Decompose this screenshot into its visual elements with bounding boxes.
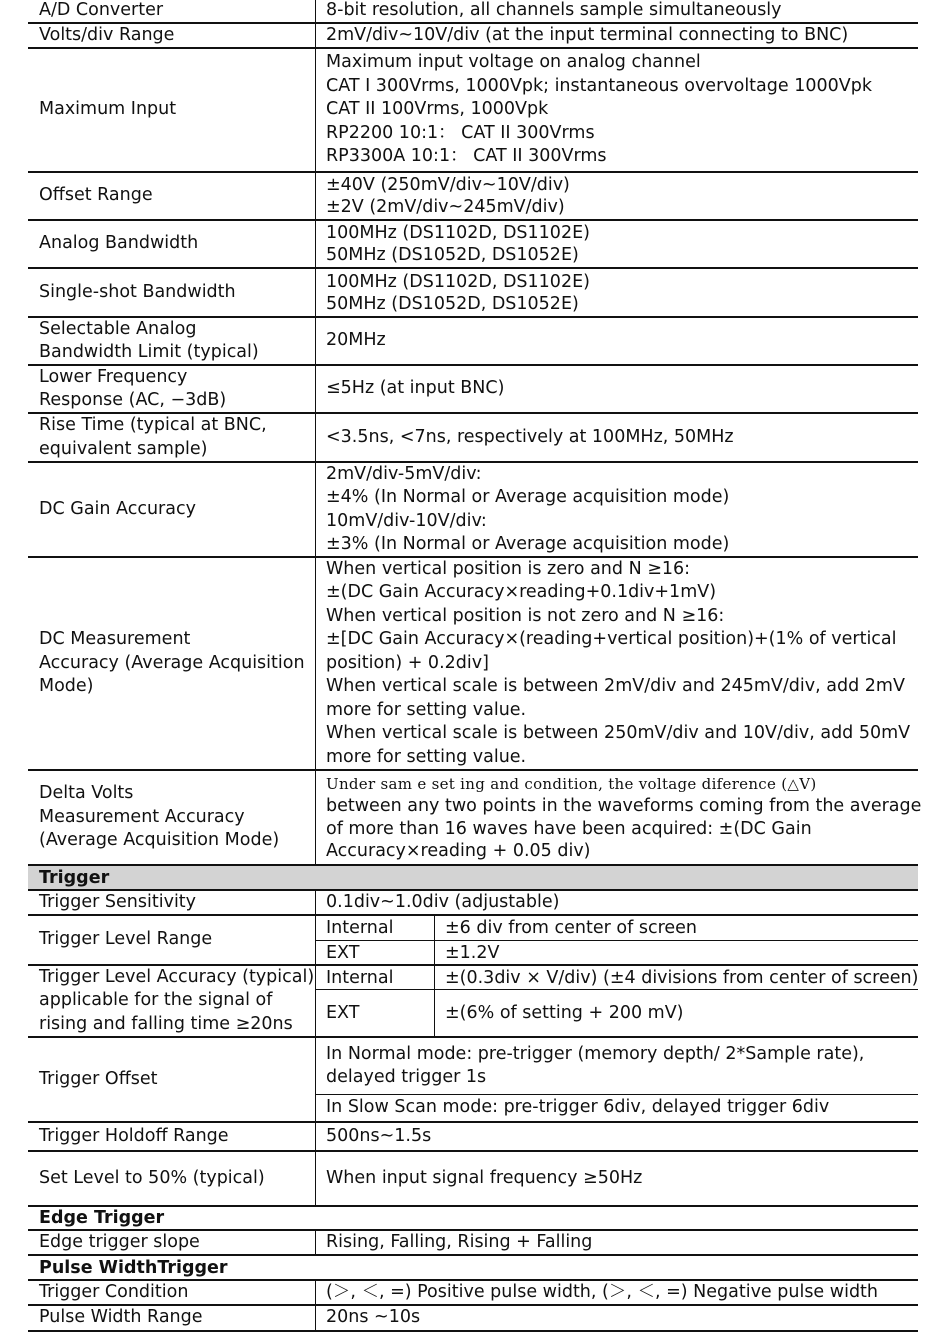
section-title: Edge Trigger <box>39 1208 165 1228</box>
table-row-dc-gain-accuracy <box>28 463 918 558</box>
sub-row-key: Internal <box>316 966 435 989</box>
sub-row-ext <box>316 941 918 964</box>
row-value: 100MHz (DS1102D, DS1102E) 50MHz (DS1052D, DS1052E) <box>326 223 590 265</box>
row-value: When vertical position is zero and N ≥16: ±(DC Gain Accuracy×reading+0.1div+1mV) When vertical position is not zero and N ≥16: ±[DC Gain Accuracy×(reading+vertical position)+(1% of vertical position) + 0.2div] When vertical scale is between 2mV/div and 245mV/div, add 2mV more for setting value. When vertical scale is between 250mV/div and 10V/div, add 50mV more for setting value. <box>326 558 911 767</box>
table-row-selectable-bw-limit <box>28 318 918 366</box>
row-value: 100MHz (DS1102D, DS1102E) 50MHz (DS1052D, DS1052E) <box>326 271 590 314</box>
table-row-single-shot-bandwidth <box>28 269 918 318</box>
row-value: Rising, Falling, Rising + Falling <box>326 1231 593 1252</box>
table-row-pulse-width-range <box>28 1306 918 1332</box>
row-label: Rise Time (typical at BNC, equivalent sample) <box>28 414 316 461</box>
row-value: (＞, ＜, =) Positive pulse width, (＞, ＜, =) Negative pulse width <box>326 1281 879 1302</box>
row-label: Trigger Sensitivity <box>28 891 316 914</box>
row-value: 2mV/div-5mV/div: ±4% (In Normal or Average acquisition mode) 10mV/div-10V/div: ±3% (In Normal or Average acquisition mode) <box>326 463 730 554</box>
table-row-trigger-holdoff-range <box>28 1123 918 1152</box>
sub-row-internal <box>316 966 918 990</box>
row-value: 8-bit resolution, all channels sample simultaneously <box>326 0 782 21</box>
table-row-lower-freq-response <box>28 366 918 414</box>
table-row-maximum-input <box>28 49 918 173</box>
row-label: Edge trigger slope <box>28 1231 316 1254</box>
row-value: 20MHz <box>326 330 386 351</box>
sub-row-key: EXT <box>316 990 435 1036</box>
section-header-trigger <box>28 866 918 891</box>
table-row-trigger-sensitivity <box>28 891 918 916</box>
row-label: A/D Converter <box>28 0 316 22</box>
row-label: Selectable Analog Bandwidth Limit (typical) <box>28 318 316 364</box>
row-label: Volts/div Range <box>28 24 316 47</box>
row-label: Set Level to 50% (typical) <box>28 1152 316 1205</box>
row-value: ±40V (250mV/div~10V/div) ±2V (2mV/div~245mV/div) <box>326 175 570 217</box>
row-value: 20ns ~10s <box>326 1307 421 1328</box>
row-value: When input signal frequency ≥50Hz <box>326 1167 643 1188</box>
sub-row-internal <box>316 916 918 941</box>
row-label: DC Gain Accuracy <box>28 463 316 556</box>
section-header-edge-trigger <box>28 1207 918 1231</box>
table-row-dc-measurement-accuracy <box>28 558 918 771</box>
row-label: DC Measurement Accuracy (Average Acquisition Mode) <box>28 558 316 769</box>
section-title: Pulse WidthTrigger <box>39 1257 228 1278</box>
row-value: 0.1div~1.0div (adjustable) <box>326 891 560 912</box>
row-label: Lower Frequency Response (AC, −3dB) <box>28 366 316 412</box>
row-label: Analog Bandwidth <box>28 221 316 267</box>
row-label: Trigger Holdoff Range <box>28 1123 316 1150</box>
row-label: Single-shot Bandwidth <box>28 269 316 316</box>
table-row-analog-bandwidth <box>28 221 918 269</box>
row-label: Delta Volts Measurement Accuracy (Average Acquisition Mode) <box>28 771 316 864</box>
table-row-edge-trigger-slope <box>28 1231 918 1256</box>
row-value: 2mV/div~10V/div (at the input terminal connecting to BNC) <box>326 24 849 45</box>
table-row-set-level-50 <box>28 1152 918 1207</box>
table-row-delta-volts <box>28 771 922 866</box>
sub-row-value: ±6 div from center of screen <box>445 918 698 938</box>
row-value: ≤5Hz (at input BNC) <box>326 378 505 399</box>
sub-row-normal-mode: In Normal mode: pre-trigger (memory depth/ 2*Sample rate), delayed trigger 1s <box>316 1038 918 1095</box>
sub-row-value: ±(0.3div × V/div) (±4 divisions from center of screen) <box>445 967 919 988</box>
table-row-volts-div-range <box>28 24 918 49</box>
row-value: Under sam e set ing and condition, the voltage diference (△V) between any two points in the waveforms coming from the average of more than 16 waves have been acquired: ±(DC Gain Accuracy×reading + 0.05 div) <box>326 774 922 861</box>
table-row-ad-converter <box>28 0 918 24</box>
table-row-offset-range <box>28 173 918 221</box>
row-value: Maximum input voltage on analog channel CAT I 300Vrms, 1000Vpk; instantaneous overvoltage 1000Vpk CAT II 100Vrms, 1000Vpk RP2200 10:1： CAT II 300Vrms RP3300A 10:1： CAT II 300Vrms <box>326 52 872 167</box>
table-row-rise-time <box>28 414 918 463</box>
section-header-pulse-width-trigger <box>28 1256 918 1281</box>
row-label: Pulse Width Range <box>28 1306 316 1330</box>
sub-row-value: ±(6% of setting + 200 mV) <box>445 1003 684 1023</box>
sub-row-value: ±1.2V <box>445 942 500 963</box>
row-label: Trigger Condition <box>28 1281 316 1304</box>
row-label: Maximum Input <box>28 49 316 171</box>
table-row-trigger-condition <box>28 1281 918 1306</box>
sub-row-key: Internal <box>316 916 435 940</box>
sub-row-ext <box>316 990 918 1036</box>
sub-row-key: EXT <box>316 941 435 964</box>
table-row-trigger-offset <box>28 1038 918 1123</box>
row-label: Trigger Level Range <box>28 916 316 964</box>
row-value: 500ns~1.5s <box>326 1125 432 1146</box>
row-label: Trigger Level Accuracy (typical) applicable for the signal of rising and falling time ≥20ns <box>28 966 316 1036</box>
table-row-trigger-level-accuracy <box>28 966 918 1038</box>
row-value: <3.5ns, <7ns, respectively at 100MHz, 50MHz <box>326 426 734 447</box>
row-label: Offset Range <box>28 173 316 219</box>
section-title: Trigger <box>28 866 918 889</box>
sub-row-slow-scan-mode: In Slow Scan mode: pre-trigger 6div, delayed trigger 6div <box>326 1097 830 1118</box>
table-row-trigger-level-range <box>28 916 918 966</box>
row-label: Trigger Offset <box>28 1038 316 1121</box>
